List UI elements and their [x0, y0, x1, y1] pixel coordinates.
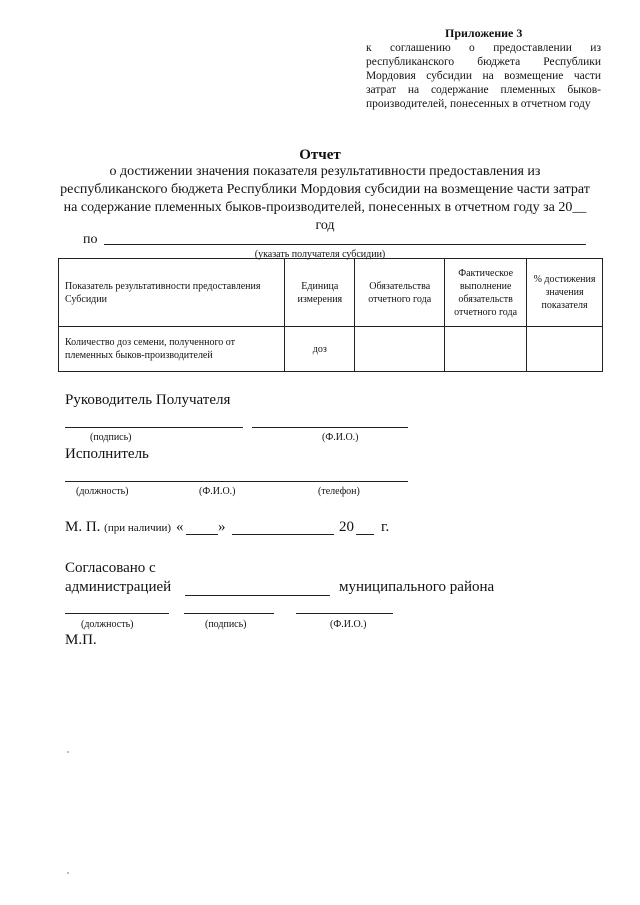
- head-fio-hint: (Ф.И.О.): [322, 432, 359, 443]
- table-cell-unit: доз: [285, 327, 355, 372]
- table-header-indicator: Показатель результативности предоставления Субсидии: [59, 259, 285, 327]
- date-day-line[interactable]: [186, 534, 218, 535]
- report-table: [58, 258, 603, 372]
- scan-mark: [67, 751, 69, 753]
- table-header-actual: Фактическое выполнение обязательств отчетного года: [445, 259, 527, 327]
- date-month-line[interactable]: [232, 534, 334, 535]
- performer-label: Исполнитель: [65, 446, 149, 462]
- table-cell-percent[interactable]: [527, 327, 603, 372]
- admin-name-line[interactable]: [185, 595, 330, 596]
- year-suffix: г.: [381, 519, 390, 535]
- date-close-quote: »: [218, 519, 226, 535]
- table-header-row: [59, 259, 603, 327]
- recipient-hint: (указать получателя субсидии): [254, 249, 386, 260]
- scan-mark: [67, 872, 69, 874]
- table-header-unit: Единица измерения: [285, 259, 355, 327]
- report-title: Отчет: [299, 147, 341, 163]
- recipient-prefix: по: [83, 232, 98, 247]
- agreed-signature-line: [184, 613, 274, 614]
- table-cell-indicator: Количество доз семени, полученного от племенных быков-производителей: [59, 327, 285, 372]
- mp-bottom: М.П.: [65, 632, 97, 648]
- head-signature-line: [65, 427, 243, 428]
- mp-date-row: [65, 519, 171, 536]
- performer-fio-hint: (Ф.И.О.): [199, 486, 236, 497]
- year-line[interactable]: [356, 534, 374, 535]
- table-cell-actual[interactable]: [445, 327, 527, 372]
- recipient-line: [104, 244, 586, 245]
- agreed-signature-hint: (подпись): [205, 619, 247, 630]
- admin-label: администрацией: [65, 579, 172, 595]
- district-label: муниципального района: [339, 579, 495, 595]
- agreed-fio-hint: (Ф.И.О.): [330, 619, 367, 630]
- date-open-quote: «: [176, 519, 184, 535]
- table-header-percent: % достижения значения показателя: [527, 259, 603, 327]
- agreed-position-line: [65, 613, 169, 614]
- agreed-fio-line: [296, 613, 393, 614]
- table-header-obligations: Обязательства отчетного года: [355, 259, 445, 327]
- appendix-text: к соглашению о предоставлении из республиканского бюджета Республики Мордовия субсидии на возмещение части затрат на содержание племенных быков-производителей, понесенных в отчетном году: [366, 42, 601, 110]
- head-label: Руководитель Получателя: [65, 392, 231, 408]
- head-fio-line: [252, 427, 408, 428]
- agreed-position-hint: (должность): [81, 619, 134, 630]
- performer-phone-hint: (телефон): [318, 486, 360, 497]
- table-row: [59, 327, 603, 372]
- year-prefix: 20: [339, 519, 354, 535]
- mp-note: (при наличии): [104, 522, 172, 534]
- head-signature-hint: (подпись): [90, 432, 132, 443]
- report-subtitle: о достижении значения показателя результативности предоставления из республиканского бюджета Республики Мордовия субсидии на возмещение части затрат на содержание племенных быков-производителей, понесенных в отчетном году за 20__ год: [60, 164, 590, 233]
- mp-prefix: М. П.: [65, 519, 101, 535]
- performer-line: [65, 481, 408, 482]
- agreed-label: Согласовано с: [65, 560, 156, 576]
- performer-position-hint: (должность): [76, 486, 129, 497]
- appendix-title: Приложение 3: [445, 26, 523, 40]
- table-cell-obligations[interactable]: [355, 327, 445, 372]
